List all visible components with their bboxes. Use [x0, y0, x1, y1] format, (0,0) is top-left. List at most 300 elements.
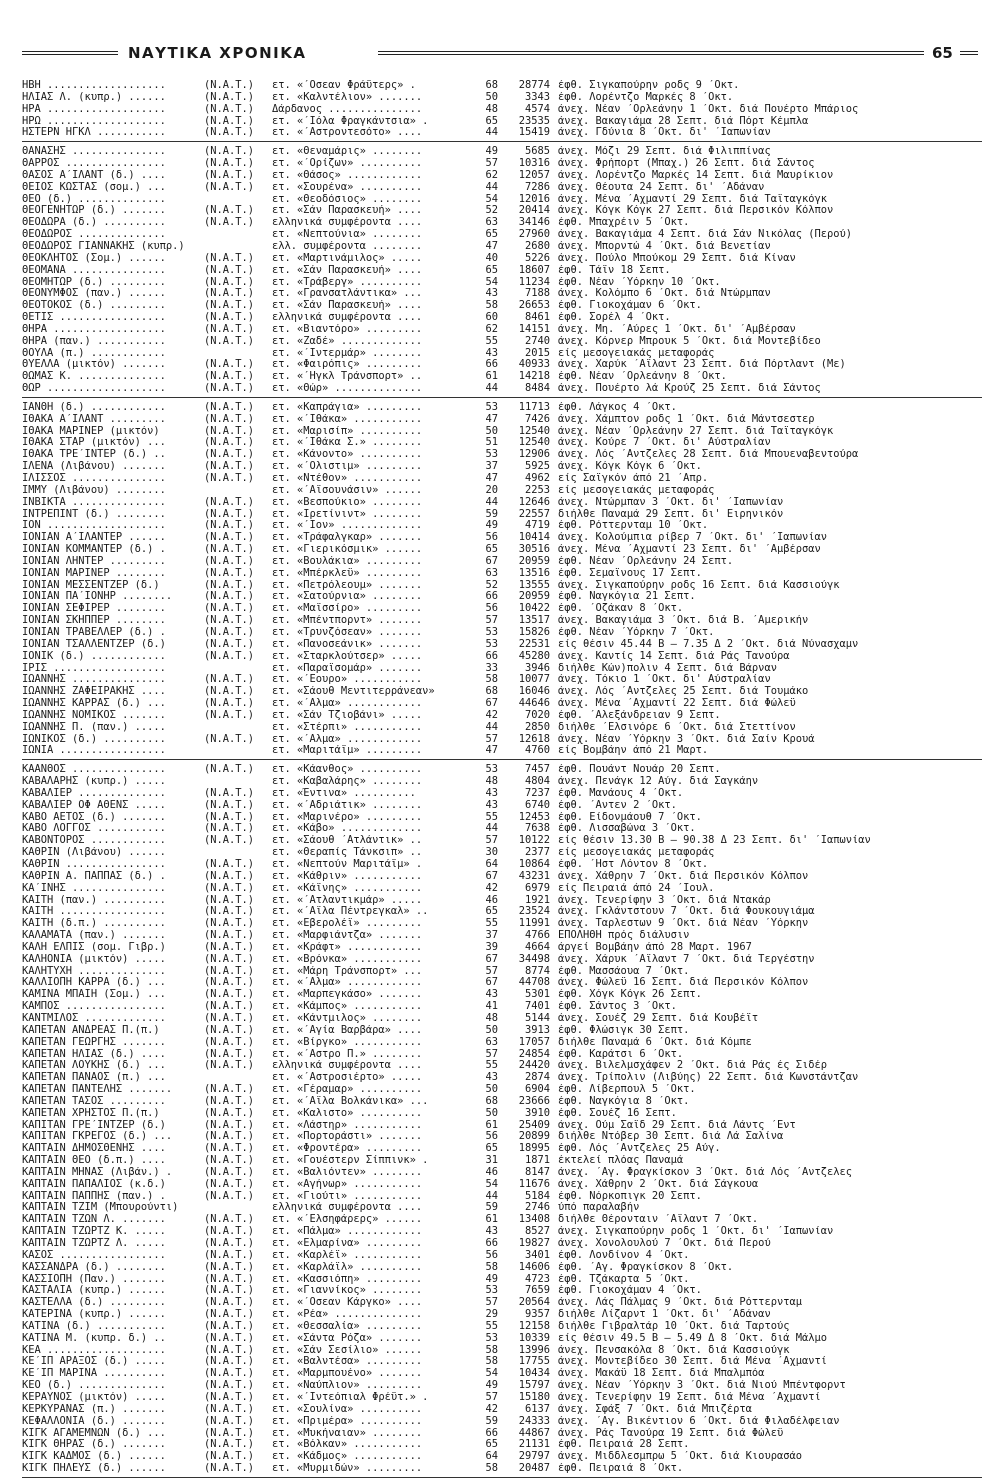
status: έφθ. ΄Ηστ Λόντον 8 ΄Οκτ.	[558, 859, 709, 870]
status: έφθ. Γιοκοχάμαν 6 ΄Οκτ.	[558, 300, 702, 312]
status: άνεχ. Μένα ΄Αχμαντί 23 Σεπτ. δι' ΄Αμβέρσαν	[558, 544, 821, 556]
ship-row	[22, 1226, 982, 1238]
tonnage: 10077	[518, 674, 550, 686]
build-year: 47	[485, 473, 498, 484]
ship-row	[22, 383, 982, 395]
agent: ετ. «Μαρτινάμιλος» .....	[272, 252, 423, 264]
registry: (N.A.T.)	[204, 1120, 268, 1132]
tonnage: 28774	[518, 80, 550, 91]
agent: ετ. «Έντινα» ..........	[272, 787, 416, 799]
tonnage: 23666	[518, 1095, 550, 1107]
agent: ετ. «Γιαννίκος» ........	[272, 1285, 423, 1297]
registry: (N.A.T.)	[204, 1404, 268, 1416]
ship-row	[22, 1345, 982, 1357]
build-year: 59	[485, 1415, 498, 1427]
tonnage: 12540	[518, 425, 550, 437]
ship-name: ΚΕ΄ΙΠ ΜΑΡΙΝΑ ..........	[22, 1368, 166, 1380]
ship-name: ΙΟΝΙΑΝ ΣΚΗΠΠΕΡ ........	[22, 615, 166, 627]
build-year: 49	[485, 520, 498, 532]
ship-row	[22, 847, 982, 859]
tonnage: 12016	[518, 193, 550, 205]
status: άνεχ. Ράς Τανούρα 19 Σεπτ. διά Φώλεϋ	[558, 1427, 784, 1439]
agent: ετ. «Βαλιόντεν» ........	[272, 1166, 423, 1178]
ship-name: ΗΛΙΑΣ Λ. (κυπρ.) ......	[22, 91, 166, 103]
ship-name: ΙΘΑΚΑ ΣΤΑΡ (μικτόν) ...	[22, 437, 166, 449]
tonnage: 34498	[518, 953, 550, 965]
status: άνεχ. Χάρυκ ΄Αϊλαντ 7 ΄Οκτ. διά Τεργέστην	[558, 953, 815, 965]
registry: (N.A.T.)	[204, 930, 268, 942]
build-year: 40	[485, 252, 498, 264]
tonnage: 45280	[518, 650, 550, 662]
agent: ετ. «Καρλάϊλ» ..........	[272, 1261, 423, 1273]
ship-row	[22, 182, 982, 194]
registry: (N.A.T.)	[204, 158, 268, 170]
ship-row	[22, 414, 982, 426]
tonnage: 30516	[518, 544, 550, 556]
registry: (N.A.T.)	[204, 288, 268, 300]
ship-row	[22, 859, 982, 871]
ship-name: ΘΕΟΔΩΡΟΣ ..............	[22, 229, 166, 241]
status: έφθ. Λός ΄Αντζελες 25 Αύγ.	[558, 1143, 721, 1155]
ship-name: ΙΘΑΚΑ ΤΡΕ΄ΙΝΤΕΡ (δ.) ..	[22, 449, 166, 461]
agent: ετ. «΄Ιόλα Φραγκάντσια» .	[272, 115, 429, 127]
ship-row	[22, 776, 982, 788]
ship-name: ΙΟΝΙΚ (δ.) ............	[22, 650, 166, 662]
agent: ετ. «Μαρφιάντζα» .......	[272, 930, 423, 942]
build-year: 57	[485, 835, 498, 847]
agent: ετ. «Σατούρνια» ........	[272, 591, 423, 603]
build-year: 68	[485, 80, 498, 91]
registry: (N.A.T.)	[204, 414, 268, 426]
registry: (N.A.T.)	[204, 104, 268, 116]
tonnage: 22557	[518, 508, 550, 520]
build-year: 56	[485, 1131, 498, 1143]
tonnage: 11991	[518, 918, 550, 930]
tonnage: 10864	[518, 859, 550, 870]
status: άνεχ. Κόρνερ Μπρουκ 5 ΄Οκτ. διά Μοντεβίδεο	[558, 335, 821, 347]
ship-row	[22, 1463, 982, 1475]
header-rule-middle	[378, 51, 924, 55]
status: είς θέσιν 45.44 Β — 7.35 Δ 2 ΄Οκτ. διά Νύνασχαμν	[558, 638, 859, 650]
tonnage: 13516	[518, 567, 550, 579]
registry: (N.A.T.)	[204, 437, 268, 449]
build-year: 47	[485, 413, 498, 425]
agent: ετ. «΄Ιθάκα» ...........	[272, 413, 423, 425]
status: διήλθε Κών)πολιν 4 Σεπτ. διά Βάρναν	[558, 662, 777, 674]
ship-name: ΚΑΠΕΤΑΝ ΠΑΝΤΕΛΗΣ .......	[22, 1084, 173, 1096]
build-year: 43	[485, 989, 498, 1001]
registry: (N.A.T.)	[204, 461, 268, 473]
build-year: 53	[485, 626, 498, 638]
build-year: 57	[485, 1297, 498, 1309]
ship-row	[22, 1368, 982, 1380]
build-year: 50	[485, 91, 498, 103]
agent: ετ. «΄Οσεαν Κάργκο» ....	[272, 1297, 423, 1309]
ship-name: ΚΑΛΗΟΝΙΑ (μικτόν) .....	[22, 953, 166, 965]
status: έφθ. Σορέλ 4 ΄Οκτ.	[558, 312, 671, 324]
agent: ετ. «Βεσπούκιο» ........	[272, 496, 423, 508]
ship-name: ΘΥΕΛΛΑ (μικτόν) .......	[22, 359, 166, 371]
registry: (N.A.T.)	[204, 473, 268, 485]
build-year: 66	[485, 1427, 498, 1439]
tonnage: 18607	[518, 264, 550, 276]
registry: (N.A.T.)	[204, 1167, 268, 1179]
build-year: 58	[485, 300, 498, 312]
build-year: 57	[485, 733, 498, 745]
ship-row	[22, 734, 982, 746]
build-year: 54	[485, 193, 498, 205]
build-year: 53	[485, 1285, 498, 1297]
agent: ετ. «Μυκήναιαν» ........	[272, 1427, 423, 1439]
ship-row	[22, 241, 982, 253]
ship-row	[22, 1179, 982, 1191]
registry: (N.A.T.)	[204, 906, 268, 918]
registry: (N.A.T.)	[204, 402, 268, 414]
build-year: 63	[485, 567, 498, 579]
tonnage: 8774	[524, 965, 550, 977]
agent: ετ. «Μαρινέρο» .........	[272, 811, 423, 823]
build-year: 55	[485, 811, 498, 823]
registry: (N.A.T.)	[204, 788, 268, 800]
registry: (N.A.T.)	[204, 532, 268, 544]
ship-name: ΘΗΡΑ (παν.) ...........	[22, 335, 166, 347]
ship-row	[22, 1250, 982, 1262]
ship-row	[22, 1451, 982, 1463]
status: έφθ. Σάντος 3 ΄Οκτ.	[558, 1001, 677, 1013]
ship-name: ΚΕΟ (δ.) ..............	[22, 1380, 166, 1392]
build-year: 58	[485, 1463, 498, 1475]
agent: ετ. «΄Ατλαντικμάρ» .....	[272, 894, 423, 906]
letter-group	[22, 402, 982, 760]
status: άνεχ. Τόκιο 1 ΄Οκτ. δι' Αύστραλίαν	[558, 674, 771, 686]
status: άνεχ. Πουέρτο λά Κρούζ 25 Σεπτ. διά Σάντος	[558, 383, 821, 395]
ship-name: ΚΑΙΤΗ (παν.) ..........	[22, 894, 166, 906]
agent: ετ. «Πανοσεάνικ» .......	[272, 638, 423, 650]
ship-name: ΚΑΣΣΑΝΔΡΑ (δ.) ........	[22, 1261, 166, 1273]
build-year: 43	[485, 799, 498, 811]
registry: (N.A.T.)	[204, 1380, 268, 1392]
tonnage: 17057	[518, 1036, 550, 1048]
tonnage: 12906	[518, 449, 550, 461]
agent: ετ. «Σταρκλούτσερ» .....	[272, 650, 423, 662]
ship-row	[22, 300, 982, 312]
tonnage: 24420	[518, 1060, 550, 1072]
ship-row	[22, 930, 982, 942]
agent: ετ. «Καβαλάρης» ........	[272, 776, 423, 788]
status: άνεχ. Μόζι 29 Σεπτ. διά Φιλιππίνας	[558, 146, 771, 158]
ship-row	[22, 1238, 982, 1250]
status: άνεχ. Γδύνια 8 ΄Οκτ. δι' ΄Ιαπωνίαν	[558, 127, 771, 139]
agent: ετ. «΄Ιντερμάρ» ........	[272, 347, 423, 359]
agent: ετ. «Σάν Παρασκευή» ....	[272, 264, 423, 276]
status: άνεχ. Τρίπολιν (Λιβύης) 22 Σεπτ. διά Κωνστάντζαν	[558, 1072, 859, 1084]
agent: ετ. «΄Ηγκλ Τράνσπορτ» ..	[272, 371, 423, 383]
tonnage: 43231	[518, 870, 550, 882]
registry: (N.A.T.)	[204, 674, 268, 686]
ship-row	[22, 698, 982, 710]
registry: (N.A.T.)	[204, 1084, 268, 1096]
registry: (N.A.T.)	[204, 1037, 268, 1049]
registry: (N.A.T.)	[204, 1333, 268, 1345]
build-year: 30	[485, 847, 498, 859]
status: άνεχ. Σουέζ 29 Σεπτ. διά Κουβέϊτ	[558, 1012, 759, 1024]
tonnage: 16046	[518, 686, 550, 698]
agent: ελληνικά συμφέροντα ....	[272, 1202, 423, 1214]
build-year: 65	[485, 229, 498, 241]
build-year: 55	[485, 1320, 498, 1332]
ship-name: ΚΑΛΛΙΟΠΗ ΚΑΡΡΑ (δ.) ...	[22, 977, 166, 989]
ship-row	[22, 580, 982, 592]
ship-name: ΙΟΝΙΑΝ Α΄ΙΛΑΝΤΕΡ ......	[22, 532, 166, 544]
ship-name: ΘΕΟΜΗΤΩΡ (δ.) .........	[22, 276, 166, 288]
page-header	[22, 44, 978, 66]
ship-row	[22, 532, 982, 544]
ship-row	[22, 722, 982, 734]
tonnage: 24854	[518, 1048, 550, 1060]
ship-name: ΚΕΡΚΥΡΑΝΑΣ (π.) .......	[22, 1403, 166, 1415]
ship-name: ΙΑΝΘΗ (δ.) ............	[22, 401, 166, 413]
ship-name: ΚΙΓΚ ΠΗΛΕΥΣ (δ.) ......	[22, 1463, 166, 1475]
ship-row	[22, 170, 982, 182]
ship-name: ΚΕ΄ΙΠ ΑΡΑΞΟΣ (δ.) .....	[22, 1356, 166, 1368]
registry: (N.A.T.)	[204, 426, 268, 438]
tonnage: 5226	[524, 252, 550, 264]
tonnage: 7237	[524, 787, 550, 799]
registry: (N.A.T.)	[204, 1451, 268, 1463]
tonnage: 20899	[518, 1131, 550, 1143]
ship-name: ΚΑΣΟΣ .................	[22, 1249, 166, 1261]
ship-row	[22, 473, 982, 485]
agent: ετ. «΄Αϊλα Πέντρεγκαλ» ..	[272, 906, 429, 918]
ship-name: ΚΑΠΕΤΑΝ ΧΡΗΣΤΟΣ Π.(π.)	[22, 1107, 160, 1119]
status: έφθ. Τάϊν 18 Σεπτ.	[558, 264, 671, 276]
status: είς Πειραιά άπό 24 ΄Ιουλ.	[558, 882, 715, 894]
registry: (N.A.T.)	[204, 544, 268, 556]
build-year: 54	[485, 276, 498, 288]
tonnage: 44646	[518, 698, 550, 710]
ship-name: ΙΜΜΥ (Λιβάνου) ........	[22, 484, 166, 496]
registry: (N.A.T.)	[204, 170, 268, 182]
status: διήλθε Παναμά 6 ΄Οκτ. διά Κόμπε	[558, 1036, 752, 1048]
status: άνεχ. Χαρύκ ΄Αϊλαντ 23 Σεπτ. διά Πόρτλαντ (Με)	[558, 359, 846, 371]
ship-row	[22, 194, 982, 206]
build-year: 29	[485, 1309, 498, 1321]
status: είς Βομβάην άπό 21 Μαρτ.	[558, 745, 709, 757]
status: άνεχ. Βιλελμσχάφεν 2 ΄Οκτ. διά Ράς ές Σιδέρ	[558, 1060, 827, 1072]
agent: ελληνικά συμφέροντα ....	[272, 1060, 423, 1072]
ship-name: ΚΑΤΙΝΑ Μ. (κυπρ. δ.) ..	[22, 1332, 166, 1344]
registry: (N.A.T.)	[204, 146, 268, 158]
agent: ετ. «Πριμέρα» ..........	[272, 1415, 423, 1427]
build-year: 54	[485, 1178, 498, 1190]
build-year: 57	[485, 158, 498, 170]
build-year: 58	[485, 674, 498, 686]
registry: (N.A.T.)	[204, 127, 268, 139]
tonnage: 8484	[524, 383, 550, 395]
ship-row	[22, 461, 982, 473]
tonnage: 6740	[524, 799, 550, 811]
build-year: 31	[485, 1155, 498, 1167]
agent: ετ. «Βιαντόρο» .........	[272, 323, 423, 335]
agent: ετ. «΄Ολιστιμ» .........	[272, 461, 423, 473]
ship-name: ΚΑΒΑΛΑΡΗΣ (κυπρ.) .....	[22, 776, 166, 788]
status: έφθ. Ρόττερνταμ 10 ΄Οκτ.	[558, 520, 709, 532]
build-year: 41	[485, 1001, 498, 1013]
build-year: 67	[485, 870, 498, 882]
ship-name: ΚΑ΄ΙΝΗΣ ...............	[22, 882, 166, 894]
ship-row	[22, 1356, 982, 1368]
build-year: 53	[485, 449, 498, 461]
status: έφθ. Λίβερπουλ 5 ΄Οκτ.	[558, 1084, 696, 1096]
agent: ετ. «΄Εουρο» ...........	[272, 674, 423, 686]
ship-row	[22, 437, 982, 449]
tonnage: 4760	[524, 745, 550, 757]
ship-row	[22, 1037, 982, 1049]
build-year: 65	[485, 1439, 498, 1451]
ship-name: ΚΑΙΤΗ (δ.π.) ..........	[22, 918, 166, 930]
letter-group	[22, 764, 982, 1478]
agent: ετ. «Ιρετίνιντ» ........	[272, 508, 423, 520]
registry: (N.A.T.)	[204, 918, 268, 930]
build-year: 44	[485, 181, 498, 193]
ship-name: ΚΑΘΡΙΝ (Λιβάνου) ......	[22, 847, 166, 859]
build-year: 55	[485, 335, 498, 347]
build-year: 53	[485, 401, 498, 413]
build-year: 65	[485, 1143, 498, 1155]
status: άνεχ. Πενάγκ 12 Αύγ. διά Σαγκάην	[558, 776, 759, 788]
status: άνεχ. Μη. ΄Αύρες 1 ΄Οκτ. δι' ΄Αμβέρσαν	[558, 323, 796, 335]
tonnage: 6979	[524, 882, 550, 894]
tonnage: 6137	[524, 1403, 550, 1415]
ship-name: ΙΩΝΙΚΟΣ (δ.) ..........	[22, 733, 166, 745]
registry: (N.A.T.)	[204, 734, 268, 746]
registry: (N.A.T.)	[204, 371, 268, 383]
build-year: 64	[485, 859, 498, 870]
build-year: 65	[485, 115, 498, 127]
agent: ετ. «Αγήνωρ» ...........	[272, 1178, 423, 1190]
ship-name: ΘΕΤΙΣ .................	[22, 312, 166, 324]
ship-name: ΙΟΝΙΑΝ ΣΕΦΙΡΕΡ ........	[22, 603, 166, 615]
registry: (N.A.T.)	[204, 1392, 268, 1404]
ship-row	[22, 1202, 982, 1214]
build-year: 47	[485, 240, 498, 252]
ship-name: ΘΕΟΤΟΚΟΣ (δ.) .........	[22, 300, 166, 312]
build-year: 61	[485, 1119, 498, 1131]
build-year: 46	[485, 1166, 498, 1178]
registry: (N.A.T.)	[204, 883, 268, 895]
agent: ετ. «Γιερικόσμικ» ......	[272, 544, 423, 556]
registry: (N.A.T.)	[204, 449, 268, 461]
tonnage: 6904	[524, 1084, 550, 1096]
agent: ετ. «Θάσος» ............	[272, 169, 423, 181]
ship-row	[22, 871, 982, 883]
tonnage: 3910	[524, 1107, 550, 1119]
tonnage: 2377	[524, 847, 550, 859]
registry: (N.A.T.)	[204, 1428, 268, 1440]
ship-name: ΚΑΠΤΑΙΝ ΠΑΠΑΛΙΟΣ (κ.δ.)	[22, 1178, 166, 1190]
ship-name: ΘΕΟΓΕΝΗΤΩΡ (δ.) .......	[22, 205, 166, 217]
agent: ετ. «Γρανσατλάντικα» ...	[272, 288, 423, 300]
ship-row	[22, 1321, 982, 1333]
ship-row	[22, 104, 982, 116]
ship-name: ΙΟΝΙΑΝ ΤΣΑΛΛΕΝΤΖΕΡ (δ.)	[22, 638, 166, 650]
agent: ετ. «Γουέστερν Σίππινκ» .	[272, 1155, 429, 1167]
status: έφθ. Πειραιά 8 ΄Οκτ.	[558, 1463, 684, 1475]
status: άνεχ. Βακαγιάμα 28 Σεπτ. διά Πόρτ Κέμπλα	[558, 115, 809, 127]
build-year: 58	[485, 1344, 498, 1356]
registry: (N.A.T.)	[204, 1131, 268, 1143]
ship-name: ΚΙΓΚ ΘΗΡΑΣ (δ.) .......	[22, 1439, 166, 1451]
agent: ετ. «Μαρισίπ» ..........	[272, 425, 423, 437]
ship-row	[22, 205, 982, 217]
ship-name: ΙΝΒΙΚΤΑ ...............	[22, 496, 166, 508]
ship-row	[22, 371, 982, 383]
tonnage: 3913	[524, 1024, 550, 1036]
registry: (N.A.T.)	[204, 520, 268, 532]
ship-row	[22, 1309, 982, 1321]
ship-row	[22, 1297, 982, 1309]
registry: (N.A.T.)	[204, 277, 268, 289]
build-year: 44	[485, 496, 498, 508]
registry: (N.A.T.)	[204, 497, 268, 509]
build-year: 42	[485, 709, 498, 721]
ship-name: ΚΙΓΚ ΚΑΔΜΟΣ (δ.) ......	[22, 1451, 166, 1463]
ship-row	[22, 883, 982, 895]
ship-row	[22, 1155, 982, 1167]
build-year: 52	[485, 579, 498, 591]
status: άνεχ. Ούμ Σαΐδ 29 Σεπτ. διά Λάντς ΄Εντ	[558, 1119, 796, 1131]
ship-name: ΚΑΒΟ ΛΟΓΓΟΣ ...........	[22, 823, 166, 835]
registry: (N.A.T.)	[204, 324, 268, 336]
tonnage: 2850	[524, 721, 550, 733]
build-year: 61	[485, 1214, 498, 1226]
status: άνεχ. Φρήπορτ (Μπαχ.) 26 Σεπτ. διά Σάντος	[558, 158, 815, 170]
agent: ετ. «Εβερολέϊ» .........	[272, 918, 423, 930]
status: άνεχ. Φώλεϋ 16 Σεπτ. διά Περσικόν Κόλπον	[558, 977, 809, 989]
agent: ετ. «Σάουθ ΄Ατλάντικ» ..	[272, 835, 423, 847]
ship-name: ΚΕΡΑΥΝΟΣ (μικτόν) .....	[22, 1391, 166, 1403]
tonnage: 44867	[518, 1427, 550, 1439]
ship-row	[22, 146, 982, 158]
tonnage: 22531	[518, 638, 550, 650]
status: έφθ. ΄Οζάκαν 8 ΄Οκτ.	[558, 603, 684, 615]
registry: (N.A.T.)	[204, 1439, 268, 1451]
ship-row	[22, 591, 982, 603]
ship-name: ΚΕΑ ...................	[22, 1344, 166, 1356]
registry: (N.A.T.)	[204, 710, 268, 722]
agent: ετ. «΄Αστροσιέρτο» .....	[272, 1072, 423, 1084]
status: έφθ. Σεμαϊνους 17 Σεπτ.	[558, 567, 702, 579]
registry: (N.A.T.)	[204, 651, 268, 663]
agent: ετ. «΄Αλμα» ............	[272, 733, 423, 745]
status: διήλθε Λίζαρντ 1 ΄Οκτ. δι' ΄Αδάναν	[558, 1309, 771, 1321]
tonnage: 2740	[524, 335, 550, 347]
build-year: 68	[485, 1095, 498, 1107]
tonnage: 20564	[518, 1297, 550, 1309]
ship-row	[22, 80, 982, 92]
build-year: 66	[485, 650, 498, 662]
tonnage: 15797	[518, 1380, 550, 1392]
status: άνεχ. ΄Αγ. Φραγκίσκον 3 ΄Οκτ. διά Λός ΄Αντζελες	[558, 1166, 853, 1178]
registry: (N.A.T.)	[204, 686, 268, 698]
build-year: 56	[485, 1249, 498, 1261]
status: έφθ. Χόγκ Κόγκ 26 Σεπτ.	[558, 989, 702, 1001]
agent: ετ. «Βίργκο» ...........	[272, 1036, 423, 1048]
ship-row	[22, 520, 982, 532]
ship-row	[22, 1428, 982, 1440]
tonnage: 4723	[524, 1273, 550, 1285]
registry: (N.A.T.)	[204, 1416, 268, 1428]
